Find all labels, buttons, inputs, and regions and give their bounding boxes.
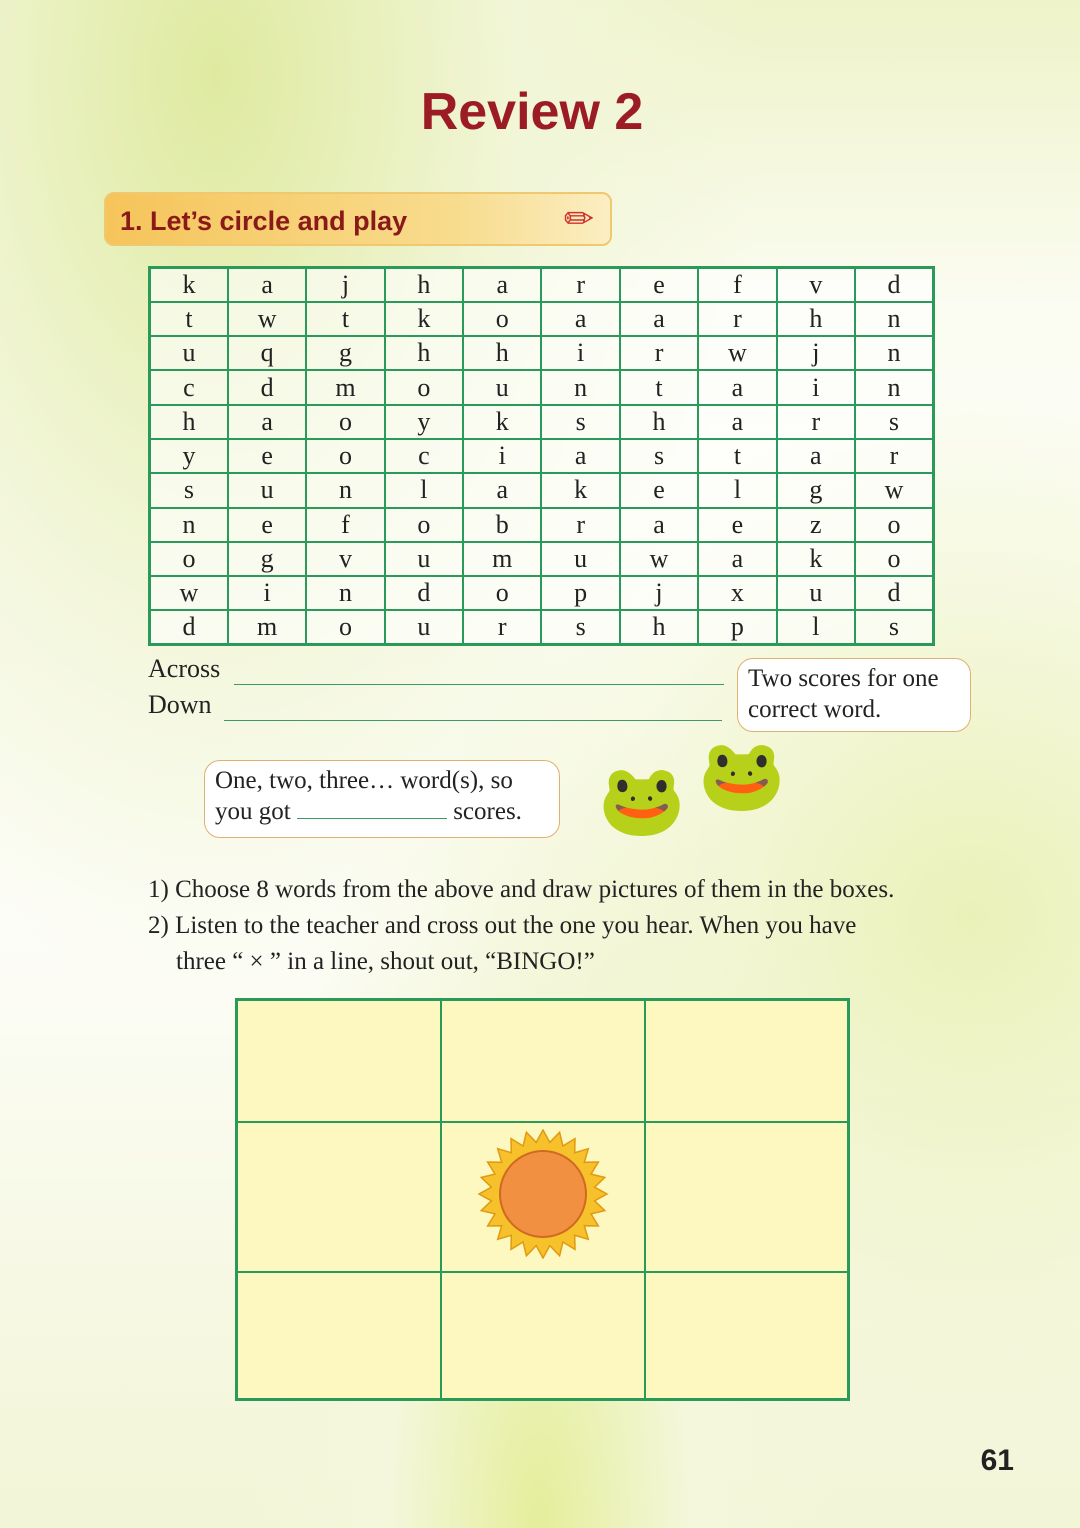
grid-cell[interactable]: e [620, 268, 698, 302]
down-answer-line[interactable] [224, 720, 722, 721]
grid-cell[interactable]: w [855, 473, 933, 507]
grid-cell[interactable]: r [698, 302, 776, 336]
grid-cell[interactable]: h [620, 405, 698, 439]
grid-cell[interactable]: o [855, 542, 933, 576]
grid-cell[interactable]: w [620, 542, 698, 576]
bubble-text: scores. [453, 798, 522, 825]
grid-cell[interactable]: g [777, 473, 855, 507]
grid-cell[interactable]: o [463, 576, 541, 610]
grid-row [150, 405, 934, 439]
bubble-text: you got [215, 798, 291, 825]
grid-cell[interactable]: o [306, 610, 384, 644]
grid-cell[interactable]: a [463, 268, 541, 302]
grid-cell[interactable]: j [620, 576, 698, 610]
grid-cell[interactable]: i [463, 439, 541, 473]
grid-cell[interactable]: r [541, 508, 619, 542]
grid-cell[interactable]: v [306, 542, 384, 576]
grid-cell[interactable]: h [150, 405, 228, 439]
bubble-text: correct word. [748, 696, 882, 723]
grid-row [150, 473, 934, 507]
grid-cell[interactable]: u [150, 336, 228, 370]
grid-cell[interactable]: r [855, 439, 933, 473]
grid-cell[interactable]: l [385, 473, 463, 507]
grid-cell[interactable]: a [228, 405, 306, 439]
grid-cell[interactable]: o [385, 508, 463, 542]
grid-cell[interactable]: x [698, 576, 776, 610]
grid-cell[interactable]: j [306, 268, 384, 302]
bingo-board [235, 998, 850, 1401]
word-search-grid [148, 266, 935, 646]
grid-cell[interactable]: e [228, 439, 306, 473]
pencil-icon: ✏ [563, 199, 594, 239]
grid-cell[interactable]: n [306, 576, 384, 610]
grid-cell[interactable]: z [777, 508, 855, 542]
grid-cell[interactable]: h [385, 336, 463, 370]
sun-icon [473, 1129, 613, 1259]
bingo-cell-center[interactable] [441, 1122, 645, 1272]
instruction-1: 1) Choose 8 words from the above and draw pictures of them in the boxes. [148, 876, 895, 903]
grid-cell[interactable]: a [698, 542, 776, 576]
grid-row [150, 439, 934, 473]
grid-cell[interactable]: u [463, 370, 541, 404]
grid-row [150, 268, 934, 302]
bingo-cell[interactable] [441, 1272, 645, 1400]
grid-cell[interactable]: a [620, 302, 698, 336]
grid-cell[interactable]: q [228, 336, 306, 370]
toad-character-icon: 🐸 [598, 763, 686, 840]
grid-cell[interactable]: k [150, 268, 228, 302]
grid-cell[interactable]: o [855, 508, 933, 542]
grid-cell[interactable]: p [698, 610, 776, 644]
grid-cell[interactable]: n [541, 370, 619, 404]
grid-cell[interactable]: u [385, 542, 463, 576]
grid-cell[interactable]: o [463, 302, 541, 336]
bingo-cell[interactable] [237, 1000, 441, 1122]
grid-cell[interactable]: h [777, 302, 855, 336]
page-title: Review 2 [420, 83, 644, 141]
section-label: 1. Let’s circle and play [120, 206, 408, 236]
grid-cell[interactable]: i [228, 576, 306, 610]
grid-cell[interactable]: o [306, 439, 384, 473]
grid-cell[interactable]: s [541, 610, 619, 644]
grid-cell[interactable]: n [855, 336, 933, 370]
grid-cell[interactable]: r [463, 610, 541, 644]
grid-cell[interactable]: h [463, 336, 541, 370]
grid-cell[interactable]: u [228, 473, 306, 507]
grid-row [150, 370, 934, 404]
grid-cell[interactable]: u [385, 610, 463, 644]
grid-cell[interactable]: d [855, 576, 933, 610]
grid-cell[interactable]: i [777, 370, 855, 404]
grid-cell[interactable]: y [385, 405, 463, 439]
grid-row [150, 576, 934, 610]
grid-cell[interactable]: s [541, 405, 619, 439]
speech-bubble-scores [737, 658, 971, 732]
grid-cell[interactable]: a [698, 405, 776, 439]
grid-row [150, 610, 934, 644]
down-label: Down [148, 690, 212, 719]
instruction-2-cont: three “ × ” in a line, shout out, “BINGO!” [176, 948, 595, 975]
grid-cell[interactable]: y [150, 439, 228, 473]
grid-cell[interactable]: u [777, 576, 855, 610]
grid-cell[interactable]: n [150, 508, 228, 542]
grid-cell[interactable]: g [228, 542, 306, 576]
grid-cell[interactable]: f [306, 508, 384, 542]
section-banner [104, 192, 612, 246]
grid-cell[interactable]: a [541, 302, 619, 336]
instruction-2: 2) Listen to the teacher and cross out the one you hear. When you have [148, 912, 857, 939]
grid-cell[interactable]: t [150, 302, 228, 336]
grid-cell[interactable]: r [777, 405, 855, 439]
grid-cell[interactable]: s [855, 610, 933, 644]
grid-cell[interactable]: a [620, 508, 698, 542]
grid-cell[interactable]: n [306, 473, 384, 507]
grid-cell[interactable]: e [228, 508, 306, 542]
grid-row [150, 508, 934, 542]
grid-cell[interactable]: l [777, 610, 855, 644]
grid-cell[interactable]: f [698, 268, 776, 302]
grid-cell[interactable]: s [620, 439, 698, 473]
grid-cell[interactable]: k [777, 542, 855, 576]
page-number: 61 [980, 1444, 1014, 1477]
grid-cell[interactable]: d [385, 576, 463, 610]
grid-cell[interactable]: m [463, 542, 541, 576]
grid-cell[interactable]: k [463, 405, 541, 439]
grid-cell[interactable]: u [541, 542, 619, 576]
grid-cell[interactable]: g [306, 336, 384, 370]
grid-cell[interactable]: a [541, 439, 619, 473]
grid-cell[interactable]: j [777, 336, 855, 370]
frog-character-icon: 🐸 [698, 738, 786, 815]
grid-row [150, 542, 934, 576]
across-label: Across [148, 654, 221, 683]
grid-cell[interactable]: i [541, 336, 619, 370]
grid-cell[interactable]: n [855, 302, 933, 336]
bingo-cell[interactable] [645, 1122, 849, 1272]
grid-cell[interactable]: l [698, 473, 776, 507]
grid-cell[interactable]: h [620, 610, 698, 644]
bingo-cell[interactable] [237, 1272, 441, 1400]
grid-cell[interactable]: e [620, 473, 698, 507]
grid-cell[interactable]: m [306, 370, 384, 404]
grid-cell[interactable]: e [698, 508, 776, 542]
grid-cell[interactable]: s [150, 473, 228, 507]
grid-cell[interactable]: c [385, 439, 463, 473]
grid-cell[interactable]: o [385, 370, 463, 404]
bubble-text: One, two, three… word(s), so [215, 767, 513, 794]
bingo-cell[interactable] [645, 1272, 849, 1400]
bingo-cell[interactable] [237, 1122, 441, 1272]
across-answer-line[interactable] [234, 684, 724, 685]
bingo-cell[interactable] [645, 1000, 849, 1122]
grid-cell[interactable]: o [306, 405, 384, 439]
grid-cell[interactable]: t [698, 439, 776, 473]
grid-cell[interactable]: d [150, 610, 228, 644]
grid-cell[interactable]: m [228, 610, 306, 644]
grid-cell[interactable]: w [150, 576, 228, 610]
grid-row [150, 302, 934, 336]
grid-cell[interactable]: b [463, 508, 541, 542]
grid-cell[interactable]: d [855, 268, 933, 302]
grid-cell[interactable]: r [620, 336, 698, 370]
grid-cell[interactable]: w [698, 336, 776, 370]
grid-cell[interactable]: n [855, 370, 933, 404]
grid-cell[interactable]: t [620, 370, 698, 404]
grid-cell[interactable]: k [541, 473, 619, 507]
grid-cell[interactable]: h [385, 268, 463, 302]
grid-cell[interactable]: a [228, 268, 306, 302]
speech-bubble-count [204, 760, 560, 838]
grid-cell[interactable]: s [855, 405, 933, 439]
grid-row [150, 336, 934, 370]
grid-cell[interactable]: v [777, 268, 855, 302]
bubble-text: Two scores for one [748, 665, 939, 692]
grid-cell[interactable]: o [150, 542, 228, 576]
grid-cell[interactable]: k [385, 302, 463, 336]
bingo-cell[interactable] [441, 1000, 645, 1122]
grid-cell[interactable]: a [698, 370, 776, 404]
grid-cell[interactable]: w [228, 302, 306, 336]
grid-cell[interactable]: p [541, 576, 619, 610]
grid-cell[interactable]: a [463, 473, 541, 507]
grid-cell[interactable]: d [228, 370, 306, 404]
score-answer-line[interactable] [297, 818, 447, 819]
grid-cell[interactable]: c [150, 370, 228, 404]
grid-cell[interactable]: a [777, 439, 855, 473]
grid-cell[interactable]: r [541, 268, 619, 302]
grid-cell[interactable]: t [306, 302, 384, 336]
